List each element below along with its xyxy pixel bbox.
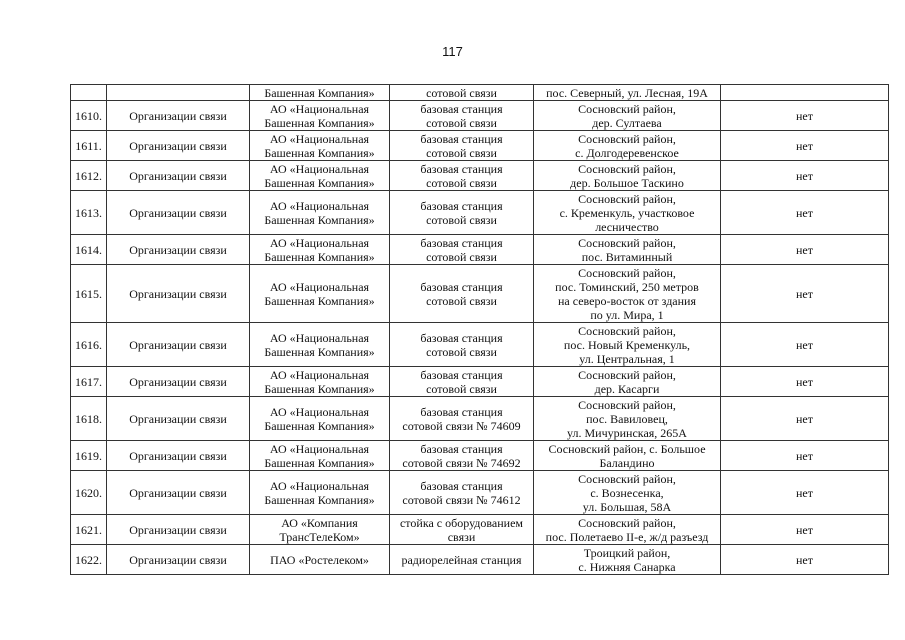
- cell-organization: АО «Национальная Башенная Компания»: [250, 323, 390, 367]
- cell-status: нет: [721, 131, 889, 161]
- cell-category: Организации связи: [107, 397, 250, 441]
- table-row: [71, 397, 889, 441]
- cell-organization: АО «Национальная Башенная Компания»: [250, 161, 390, 191]
- cell-number: 1614.: [71, 235, 107, 265]
- cell-address: Сосновский район, дер. Касарги: [534, 367, 721, 397]
- cell-number: 1619.: [71, 441, 107, 471]
- cell-organization: АО «Национальная Башенная Компания»: [250, 235, 390, 265]
- cell-address: Сосновский район, с. Большое Баландино: [534, 441, 721, 471]
- cell-address: Сосновский район, с. Кременкуль, участковое лесничество: [534, 191, 721, 235]
- cell-address: Сосновский район, дер. Султаева: [534, 101, 721, 131]
- cell-address: Сосновский район, пос. Витаминный: [534, 235, 721, 265]
- cell-object: базовая станция сотовой связи № 74692: [390, 441, 534, 471]
- cell-category: Организации связи: [107, 131, 250, 161]
- cell-category: Организации связи: [107, 101, 250, 131]
- cell-category: Организации связи: [107, 235, 250, 265]
- cell-status: нет: [721, 161, 889, 191]
- table-row: [71, 367, 889, 397]
- table-row: [71, 161, 889, 191]
- cell-number: 1617.: [71, 367, 107, 397]
- table-row: [71, 323, 889, 367]
- table-row: [71, 191, 889, 235]
- page-number: 117: [442, 44, 463, 59]
- cell-category: Организации связи: [107, 441, 250, 471]
- cell-category: Организации связи: [107, 265, 250, 323]
- table-row: [71, 515, 889, 545]
- cell-status: нет: [721, 397, 889, 441]
- cell-object: базовая станция сотовой связи: [390, 323, 534, 367]
- cell-organization: АО «Национальная Башенная Компания»: [250, 191, 390, 235]
- cell-number: 1610.: [71, 101, 107, 131]
- cell-organization: АО «Национальная Башенная Компания»: [250, 471, 390, 515]
- table-row: [71, 471, 889, 515]
- cell-object: базовая станция сотовой связи: [390, 235, 534, 265]
- cell-category: Организации связи: [107, 471, 250, 515]
- cell-address: Сосновский район, пос. Вавиловец, ул. Мичуринская, 265А: [534, 397, 721, 441]
- cell-object: базовая станция сотовой связи: [390, 265, 534, 323]
- cell-category: Организации связи: [107, 545, 250, 575]
- cell-status: нет: [721, 101, 889, 131]
- table-row-continuation: [71, 85, 889, 101]
- cell-object: сотовой связи: [390, 85, 534, 101]
- cell-number: 1620.: [71, 471, 107, 515]
- cell-number: 1621.: [71, 515, 107, 545]
- cell-object: стойка с оборудованием связи: [390, 515, 534, 545]
- cell-status: нет: [721, 471, 889, 515]
- table-row: [71, 101, 889, 131]
- cell-organization: Башенная Компания»: [250, 85, 390, 101]
- registry-table: [70, 84, 889, 575]
- table-row: [71, 131, 889, 161]
- cell-organization: ПАО «Ростелеком»: [250, 545, 390, 575]
- cell-status: нет: [721, 191, 889, 235]
- cell-category: Организации связи: [107, 515, 250, 545]
- cell-category: Организации связи: [107, 323, 250, 367]
- cell-category: [107, 85, 250, 101]
- cell-status: нет: [721, 323, 889, 367]
- cell-object: базовая станция сотовой связи № 74612: [390, 471, 534, 515]
- table-row: [71, 441, 889, 471]
- table-row: [71, 235, 889, 265]
- cell-address: Сосновский район, с. Вознесенка, ул. Большая, 58А: [534, 471, 721, 515]
- cell-number: 1618.: [71, 397, 107, 441]
- cell-status: нет: [721, 235, 889, 265]
- cell-status: [721, 85, 889, 101]
- registry-table-body: [71, 85, 889, 575]
- cell-object: радиорелейная станция: [390, 545, 534, 575]
- cell-address: пос. Северный, ул. Лесная, 19А: [534, 85, 721, 101]
- cell-object: базовая станция сотовой связи: [390, 101, 534, 131]
- cell-number: 1611.: [71, 131, 107, 161]
- cell-address: Сосновский район, пос. Новый Кременкуль, ул. Центральная, 1: [534, 323, 721, 367]
- cell-object: базовая станция сотовой связи: [390, 191, 534, 235]
- table-row: [71, 545, 889, 575]
- cell-address: Сосновский район, дер. Большое Таскино: [534, 161, 721, 191]
- cell-category: Организации связи: [107, 161, 250, 191]
- cell-organization: АО «Национальная Башенная Компания»: [250, 397, 390, 441]
- table-row: [71, 265, 889, 323]
- cell-status: нет: [721, 515, 889, 545]
- cell-organization: АО «Национальная Башенная Компания»: [250, 131, 390, 161]
- cell-status: нет: [721, 367, 889, 397]
- cell-category: Организации связи: [107, 191, 250, 235]
- cell-address: Троицкий район, с. Нижняя Санарка: [534, 545, 721, 575]
- cell-number: 1616.: [71, 323, 107, 367]
- cell-status: нет: [721, 441, 889, 471]
- cell-object: базовая станция сотовой связи № 74609: [390, 397, 534, 441]
- cell-number: [71, 85, 107, 101]
- cell-number: 1612.: [71, 161, 107, 191]
- cell-address: Сосновский район, пос. Полетаево II-е, ж/д разъезд: [534, 515, 721, 545]
- cell-number: 1622.: [71, 545, 107, 575]
- cell-organization: АО «Национальная Башенная Компания»: [250, 441, 390, 471]
- cell-number: 1613.: [71, 191, 107, 235]
- cell-status: нет: [721, 545, 889, 575]
- cell-status: нет: [721, 265, 889, 323]
- cell-object: базовая станция сотовой связи: [390, 131, 534, 161]
- cell-organization: АО «Национальная Башенная Компания»: [250, 101, 390, 131]
- cell-number: 1615.: [71, 265, 107, 323]
- cell-organization: АО «Компания ТрансТелеКом»: [250, 515, 390, 545]
- cell-object: базовая станция сотовой связи: [390, 367, 534, 397]
- cell-organization: АО «Национальная Башенная Компания»: [250, 367, 390, 397]
- cell-object: базовая станция сотовой связи: [390, 161, 534, 191]
- cell-address: Сосновский район, с. Долгодеревенское: [534, 131, 721, 161]
- cell-organization: АО «Национальная Башенная Компания»: [250, 265, 390, 323]
- cell-category: Организации связи: [107, 367, 250, 397]
- cell-address: Сосновский район, пос. Томинский, 250 метров на северо-восток от здания по ул. Мира, 1: [534, 265, 721, 323]
